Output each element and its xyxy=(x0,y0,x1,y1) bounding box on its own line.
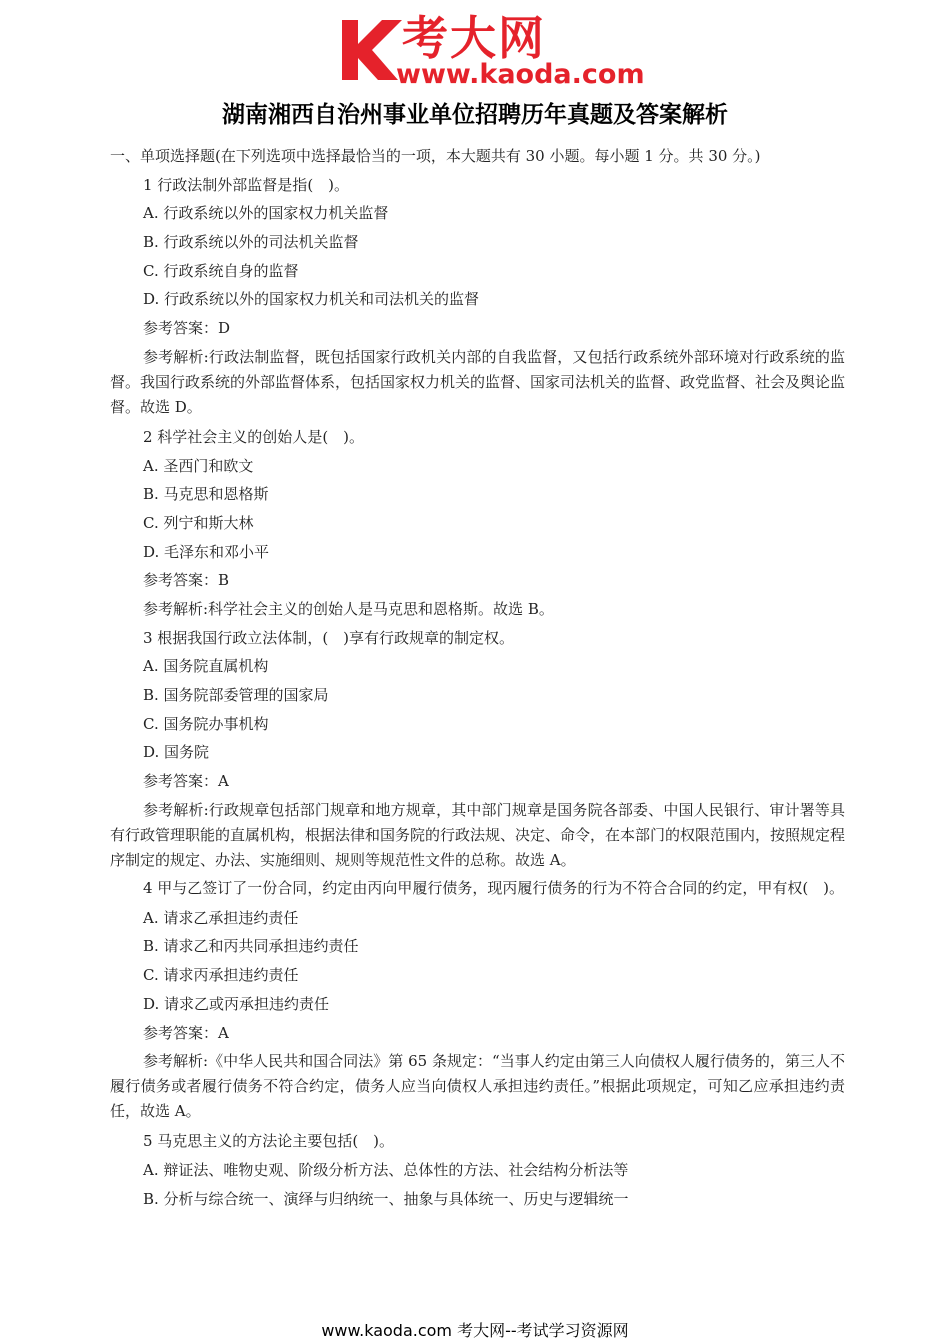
question-option: B. 请求乙和丙共同承担违约责任 xyxy=(143,937,359,956)
question-option: C. 行政系统自身的监督 xyxy=(143,261,299,280)
question-stem: 3 根据我国行政立法体制，( )享有行政规章的制定权。 xyxy=(143,628,515,647)
question-option: D. 毛泽东和邓小平 xyxy=(143,542,270,561)
logo-brand-url: www.kaoda.com xyxy=(396,59,645,90)
question-analysis: 参考解析:《中华人民共和国合同法》第 65 条规定：“当事人约定由第三人向债权人履行债务的，第三人不履行债务或者履行债务不符合约定，债务人应当向债权人承担违约责任。”根据此项规定，可知乙应承担违约责任，故选 A。 xyxy=(110,1052,845,1121)
question-answer: 参考答案：A xyxy=(143,772,229,791)
question-option: D. 行政系统以外的国家权力机关和司法机关的监督 xyxy=(143,290,480,309)
question-option: A. 辩证法、唯物史观、阶级分析方法、总体性的方法、社会结构分析法等 xyxy=(143,1160,629,1179)
logo-brand-cn: 考大网 xyxy=(402,11,546,65)
question-option: A. 圣西门和欧文 xyxy=(143,456,254,475)
question-stem: 5 马克思主义的方法论主要包括( )。 xyxy=(143,1132,395,1151)
question-option: B. 分析与综合统一、演绎与归纳统一、抽象与具体统一、历史与逻辑统一 xyxy=(143,1189,629,1208)
question-option: D. 请求乙或丙承担违约责任 xyxy=(143,994,330,1013)
question-2 xyxy=(110,423,845,624)
question-5 xyxy=(110,1127,845,1213)
question-analysis: 参考解析:行政规章包括部门规章和地方规章，其中部门规章是国务院各部委、中国人民银行、审计署等具有行政管理职能的直属机构，根据法律和国务院的行政法规、决定、命令，在本部门的权限范围内，按照规定程序制定的规定、办法、实施细则、规则等规范性文件的总称。故选 A。 xyxy=(110,800,846,869)
section-heading: 一、单项选择题(在下列选项中选择最恰当的一项，本大题共有 30 小题。每小题 1 分。共 30 分。) xyxy=(110,147,761,165)
kaoda-logo xyxy=(338,11,658,94)
question-stem: 4 甲与乙签订了一份合同，约定由丙向甲履行债务，现丙履行债务的行为不符合合同的约定，甲有权( )。 xyxy=(143,878,845,897)
question-option: C. 列宁和斯大林 xyxy=(143,513,254,532)
question-option: D. 国务院 xyxy=(143,743,210,762)
page-footer: www.kaoda.com 考大网--考试学习资源网 xyxy=(321,1321,629,1340)
question-analysis: 参考解析:行政法制监督，既包括国家行政机关内部的自我监督，又包括行政系统外部环境对行政系统的监督。我国行政系统的外部监督体系，包括国家权力机关的监督、国家司法机关的监督、政党监督、社会及舆论监督。故选 D。 xyxy=(110,347,846,416)
question-answer: 参考答案：D xyxy=(143,319,231,338)
question-option: B. 国务院部委管理的国家局 xyxy=(143,686,329,704)
question-answer: 参考答案：A xyxy=(143,1023,229,1042)
question-stem: 1 行政法制外部监督是指( )。 xyxy=(143,175,350,194)
question-answer: 参考答案：B xyxy=(143,571,230,590)
document-body xyxy=(110,142,845,1213)
question-4 xyxy=(110,876,845,1124)
question-option: C. 国务院办事机构 xyxy=(143,714,269,733)
question-option: B. 行政系统以外的司法机关监督 xyxy=(143,233,359,252)
question-3 xyxy=(110,624,845,873)
question-analysis: 参考解析:科学社会主义的创始人是马克思和恩格斯。故选 B。 xyxy=(143,599,554,618)
question-option: A. 国务院直属机构 xyxy=(143,657,269,676)
document-title: 湖南湘西自治州事业单位招聘历年真题及答案解析 xyxy=(222,101,728,128)
question-option: B. 马克思和恩格斯 xyxy=(143,485,269,504)
question-option: A. 行政系统以外的国家权力机关监督 xyxy=(143,204,389,223)
question-1 xyxy=(110,171,845,420)
question-option: C. 请求丙承担违约责任 xyxy=(143,966,299,985)
question-option: A. 请求乙承担违约责任 xyxy=(143,908,299,927)
question-stem: 2 科学社会主义的创始人是( )。 xyxy=(143,427,365,446)
